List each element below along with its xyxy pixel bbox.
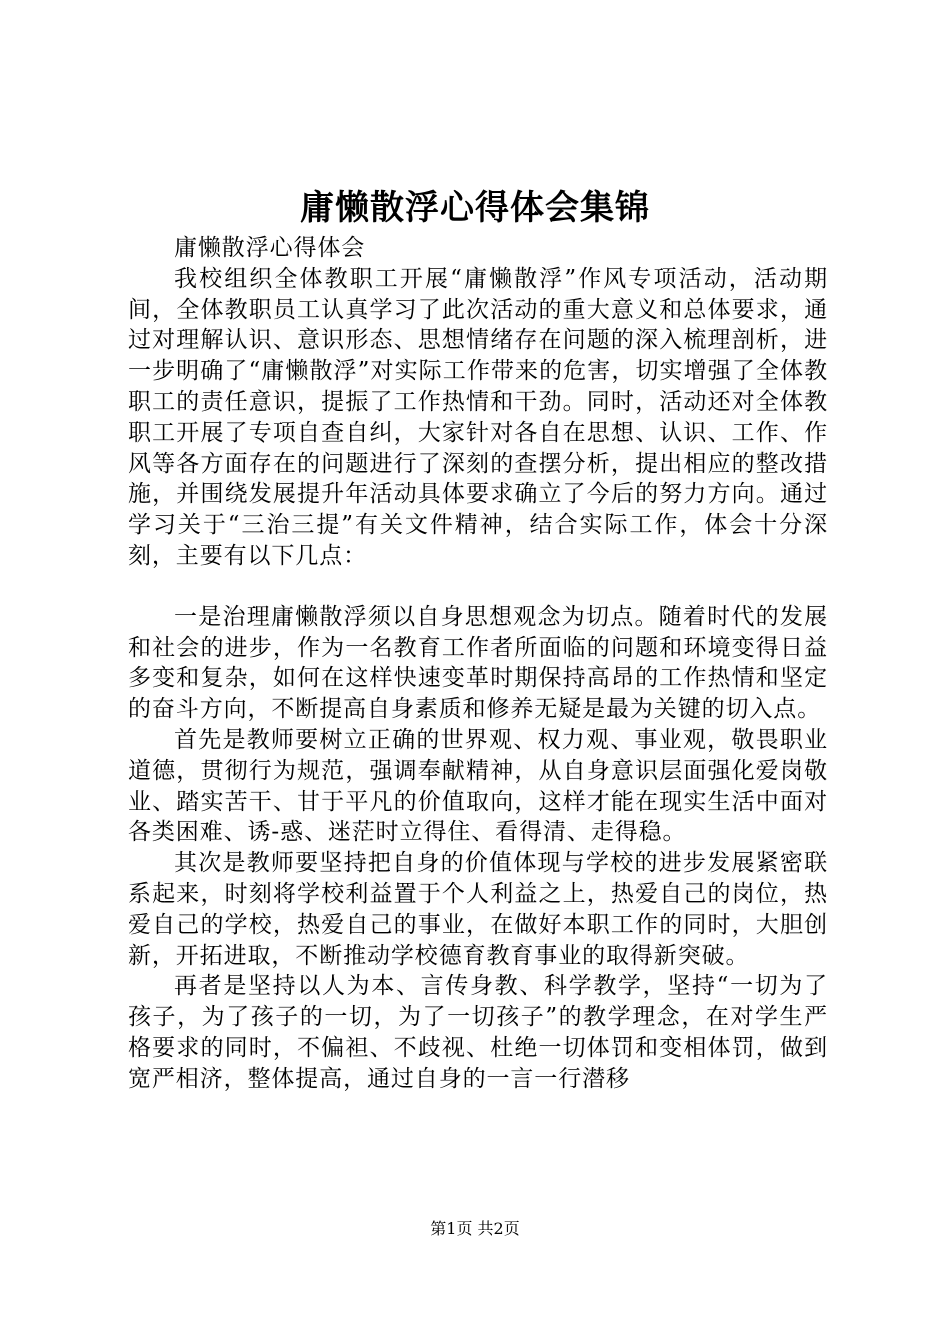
page-number-footer: 第1页 共2页 (430, 1219, 520, 1238)
section-heading: 庸懒散浮心得体会 (174, 235, 366, 261)
body-paragraph: 再者是坚持以人为本、言传身教、科学教学，坚持“一切为了孩子，为了孩子的一切，为了一切孩子”的教学理念，在对学生严格要求的同时，不偏袒、不歧视、杜绝一切体罚和变相体罚，做到宽严相济，整体提高，通过自身的一言一行潜移 (128, 973, 828, 1092)
document-body (128, 233, 828, 1095)
document-title: 庸懒散浮心得体会集锦 (300, 188, 650, 228)
paragraph-gap (128, 572, 828, 602)
body-paragraph: 一是治理庸懒散浮须以自身思想观念为切点。随着时代的发展和社会的进步，作为一名教育工作者所面临的问题和环境变得日益多变和复杂，如何在这样快速变革时期保持高昂的工作热情和坚定的奋斗方向，不断提高自身素质和修养无疑是最为关键的切入点。 (128, 603, 828, 723)
body-paragraph: 我校组织全体教职工开展“庸懒散浮”作风专项活动，活动期间，全体教职员工认真学习了此次活动的重大意义和总体要求，通过对理解认识、意识形态、思想情绪存在问题的深入梳理剖析，进一步明确了“庸懒散浮”对实际工作带来的危害，切实增强了全体教职工的责任意识，提振了工作热情和干劲。同时，活动还对全体教职工开展了专项自查自纠，大家针对各自在思想、认识、工作、作风等各方面存在的问题进行了深刻的查摆分析，提出相应的整改措施，并围绕发展提升年活动具体要求确立了今后的努力方向。通过学习关于“三治三提”有关文件精神，结合实际工作，体会十分深刻，主要有以下几点： (128, 265, 828, 569)
body-paragraph: 其次是教师要坚持把自身的价值体现与学校的进步发展紧密联系起来，时刻将学校利益置于个人利益之上，热爱自己的岗位，热爱自己的学校，热爱自己的事业，在做好本职工作的同时，大胆创新，开拓进取，不断推动学校德育教育事业的取得新突破。 (128, 850, 828, 969)
body-paragraph: 首先是教师要树立正确的世界观、权力观、事业观，敬畏职业道德，贯彻行为规范，强调奉献精神，从自身意识层面强化爱岗敬业、踏实苦干、甘于平凡的价值取向，这样才能在现实生活中面对各类困难、诱-惑、迷茫时立得住、看得清、走得稳。 (128, 726, 828, 846)
